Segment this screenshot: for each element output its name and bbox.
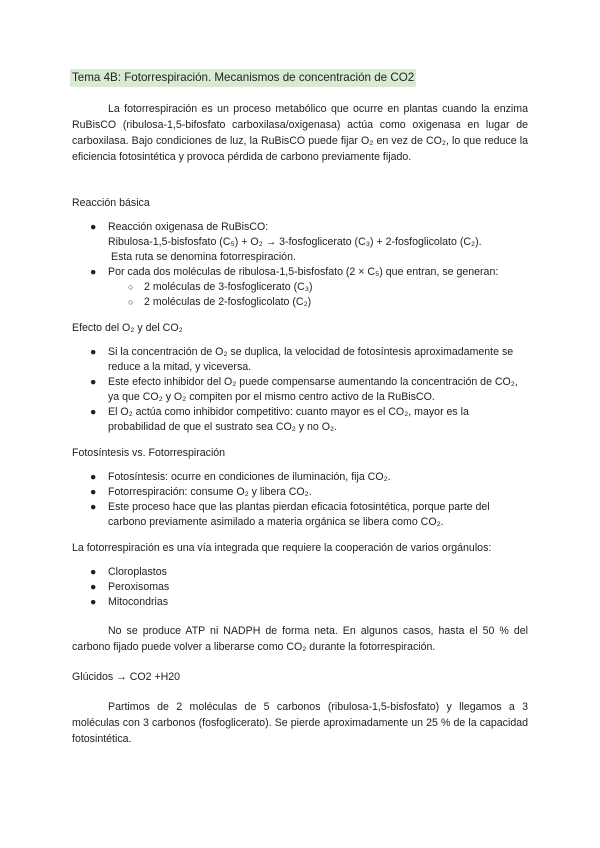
list-item-text: Si la concentración de O₂ se duplica, la velocidad de fotosíntesis aproximadamente se reduce a la mitad, y viceversa. [108, 346, 514, 373]
bullet-icon: ● [90, 346, 97, 358]
list-item [72, 295, 528, 310]
list-item-text: Fotosíntesis: ocurre en condiciones de iluminación, fija CO₂. [108, 471, 391, 483]
list-item [72, 580, 528, 595]
list-item [72, 595, 528, 610]
list-item [72, 375, 528, 405]
list-item-text: Peroxisomas [108, 581, 170, 593]
document-title: Tema 4B: Fotorrespiración. Mecanismos de concentración de CO2 [70, 69, 416, 87]
section-heading-vs: Fotosíntesis vs. Fotorrespiración [72, 447, 226, 459]
reaccion-list [72, 220, 528, 310]
list-item [72, 220, 528, 265]
section-heading-efecto: Efecto del O₂ y del CO₂ [72, 322, 183, 334]
list-item-text: Esta ruta se denomina fotorrespiración. [111, 251, 296, 263]
atp-paragraph: No se produce ATP ni NADPH de forma neta. En algunos casos, hasta el 50 % del carbono fijado puede volver a liberarse como CO₂ durante la fotorrespiración. [72, 625, 528, 653]
bullet-icon: ● [90, 406, 97, 418]
bullet-icon: ● [90, 501, 97, 513]
list-item-text: Por cada dos moléculas de ribulosa-1,5-bisfosfato (2 × C₅) que entran, se generan: [108, 266, 499, 278]
vs-list [72, 470, 528, 530]
bullet-icon: ● [90, 221, 97, 233]
list-item-text: Cloroplastos [108, 566, 167, 578]
organulos-intro: La fotorrespiración es una vía integrada que requiere la cooperación de varios orgánulos: [72, 542, 492, 554]
list-item [72, 485, 528, 500]
bullet-icon: ● [90, 581, 97, 593]
list-item-text: 2 moléculas de 2-fosfoglicolato (C₂) [144, 296, 312, 308]
bullet-icon: ● [90, 471, 97, 483]
bullet-icon: ● [90, 596, 97, 608]
document-page [72, 69, 528, 747]
organulos-list [72, 565, 528, 610]
list-item [72, 405, 528, 435]
circle-bullet-icon: ○ [128, 297, 134, 307]
list-item [72, 345, 528, 375]
list-item [72, 565, 528, 580]
list-item-text: Mitocondrias [108, 596, 169, 608]
intro-paragraph: La fotorrespiración es un proceso metabólico que ocurre en plantas cuando la enzima RuBisCO (ribulosa-1,5-bifosfato carboxilasa/oxigenasa) actúa como oxigenasa en lugar de carboxilasa. Bajo condiciones de luz, la RuBisCO puede fijar O₂ en vez de CO₂, lo que reduce la eficiencia fotosintética y provoca pérdida de carbono previamente fijado. [72, 103, 528, 163]
list-item-text: Ribulosa-1,5-bisfosfato (C₅) + O₂ → 3-fosfoglicerato (C₃) + 2-fosfoglicolato (C₂). [108, 236, 482, 248]
bullet-icon: ● [90, 486, 97, 498]
glucidos-paragraph: Partimos de 2 moléculas de 5 carbonos (ribulosa-1,5-bisfosfato) y llegamos a 3 moléculas con 3 carbonos (fosfoglicerato). Se pierde aproximadamente un 25 % de la capacidad fotosintética. [72, 701, 528, 745]
list-item [72, 500, 528, 530]
list-item-text: Este efecto inhibidor del O₂ puede compensarse aumentando la concentración de CO₂, ya que CO₂ y O₂ compiten por el mismo centro activo de la RuBisCO. [108, 376, 518, 403]
list-item-text: Reacción oxigenasa de RuBisCO: [108, 221, 269, 233]
list-item-text: El O₂ actúa como inhibidor competitivo: cuanto mayor es el CO₂, mayor es la probabilidad de que el sustrato sea CO₂ y no O₂. [108, 406, 469, 433]
list-item [72, 470, 528, 485]
circle-bullet-icon: ○ [128, 282, 134, 292]
bullet-icon: ● [90, 376, 97, 388]
list-item [72, 265, 528, 280]
section-heading-glucidos: Glúcidos → CO2 +H20 [72, 671, 181, 683]
bullet-icon: ● [90, 266, 97, 278]
list-item [72, 280, 528, 295]
list-item-text: 2 moléculas de 3-fosfoglicerato (C₃) [144, 281, 313, 293]
section-heading-reaccion: Reacción básica [72, 197, 150, 209]
efecto-list [72, 345, 528, 435]
list-item-text: Este proceso hace que las plantas pierdan eficacia fotosintética, porque parte del carbono previamente asimilado a materia orgánica se libera como CO₂. [108, 501, 490, 528]
bullet-icon: ● [90, 566, 97, 578]
list-item-text: Fotorrespiración: consume O₂ y libera CO₂. [108, 486, 312, 498]
